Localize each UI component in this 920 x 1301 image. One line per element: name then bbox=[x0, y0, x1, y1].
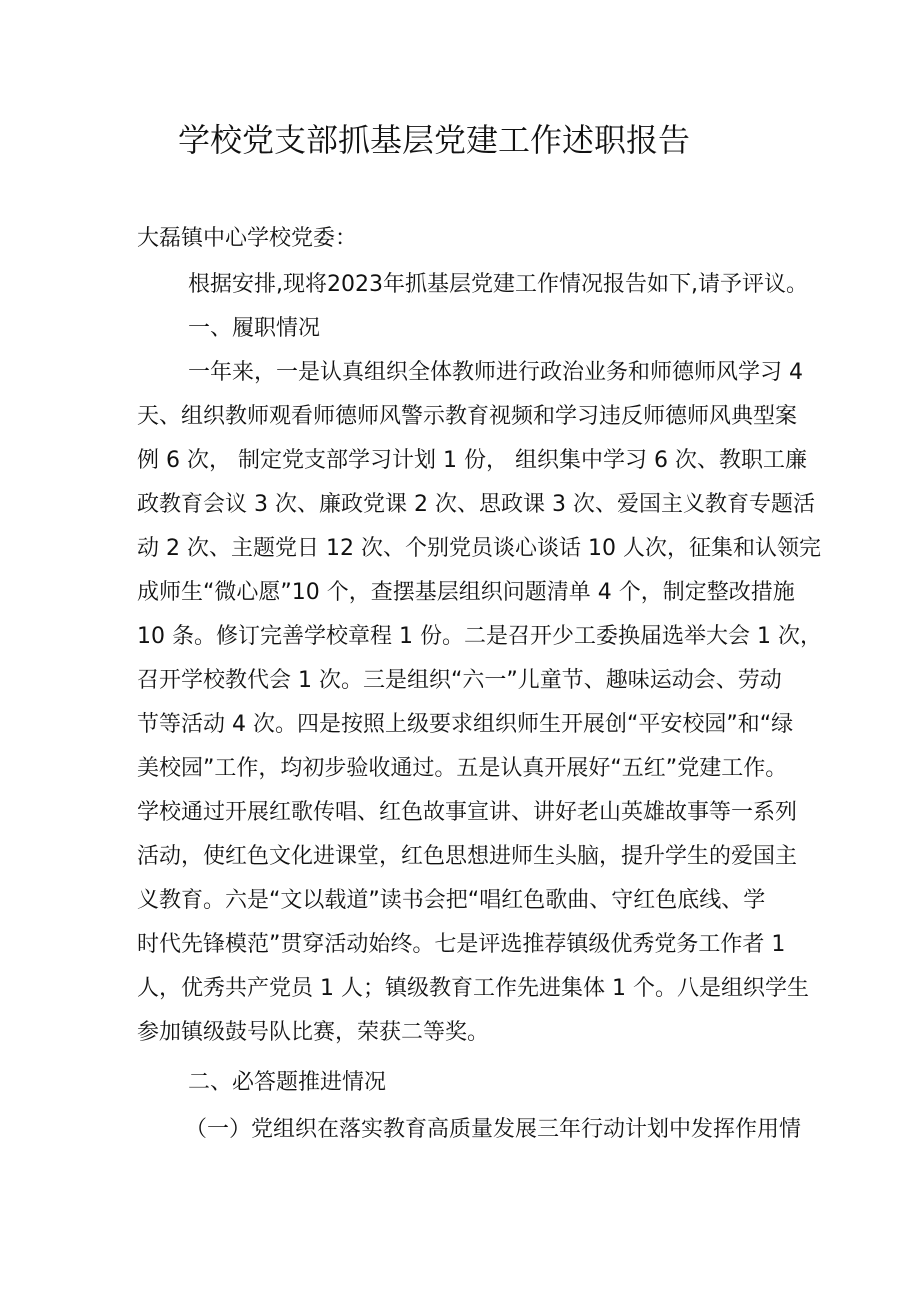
paragraph-line: 动 2 次、主题党日 12 次、个别党员谈心谈话 10 人次，征集和认领完 bbox=[137, 536, 821, 561]
paragraph-line: 活动，使红色文化进课堂，红色思想进师生头脑，提升学生的爱国主 bbox=[137, 844, 798, 869]
paragraph-line: 节等活动 4 次。四是按照上级要求组织师生开展创“平安校园”和“绿 bbox=[137, 712, 794, 737]
paragraph-line: 学校通过开展红歌传唱、红色故事宣讲、讲好老山英雄故事等一系列 bbox=[137, 800, 798, 825]
salutation: 大磊镇中心学校党委： bbox=[137, 226, 358, 251]
paragraph-line: 美校园”工作，均初步验收通过。五是认真开展好“五红”党建工作。 bbox=[137, 756, 788, 781]
paragraph-line: 时代先锋模范”贯穿活动始终。七是评选推荐镇级优秀党务工作者 1 bbox=[137, 932, 786, 957]
subsection-heading: （一）党组织在落实教育高质量发展三年行动计划中发挥作用情 bbox=[185, 1117, 802, 1142]
section-heading-duties: 一、履职情况 bbox=[188, 316, 321, 341]
paragraph-line: 义教育。六是“文以载道”读书会把“唱红色歌曲、守红色底线、学 bbox=[137, 888, 766, 913]
paragraph-line: 一年来，一是认真组织全体教师进行政治业务和师德师风学习 4 bbox=[188, 360, 803, 385]
paragraph-line: 成师生“微心愿”10 个，查摆基层组织问题清单 4 个，制定整改措施 bbox=[137, 580, 795, 605]
paragraph-line: 政教育会议 3 次、廉政党课 2 次、思政课 3 次、爱国主义教育专题活 bbox=[137, 492, 815, 517]
paragraph-line: 例 6 次， 制定党支部学习计划 1 份， 组织集中学习 6 次、教职工廉 bbox=[137, 448, 807, 473]
paragraph-line: 天、组织教师观看师德师风警示教育视频和学习违反师德师风典型案 bbox=[137, 404, 798, 429]
paragraph-line: 人，优秀共产党员 1 人；镇级教育工作先进集体 1 个。八是组织学生 bbox=[137, 976, 809, 1001]
paragraph-line: 10 条。修订完善学校章程 1 份。二是召开少工委换届选举大会 1 次， bbox=[137, 624, 822, 649]
section-heading-required-questions: 二、必答题推进情况 bbox=[188, 1070, 387, 1095]
intro-paragraph: 根据安排,现将2023年抓基层党建工作情况报告如下,请予评议。 bbox=[188, 272, 808, 297]
paragraph-line: 参加镇级鼓号队比赛，荣获二等奖。 bbox=[137, 1020, 490, 1045]
document-title: 学校党支部抓基层党建工作述职报告 bbox=[177, 121, 690, 159]
paragraph-line: 召开学校教代会 1 次。三是组织“六一”儿童节、趣味运动会、劳动 bbox=[137, 668, 782, 693]
